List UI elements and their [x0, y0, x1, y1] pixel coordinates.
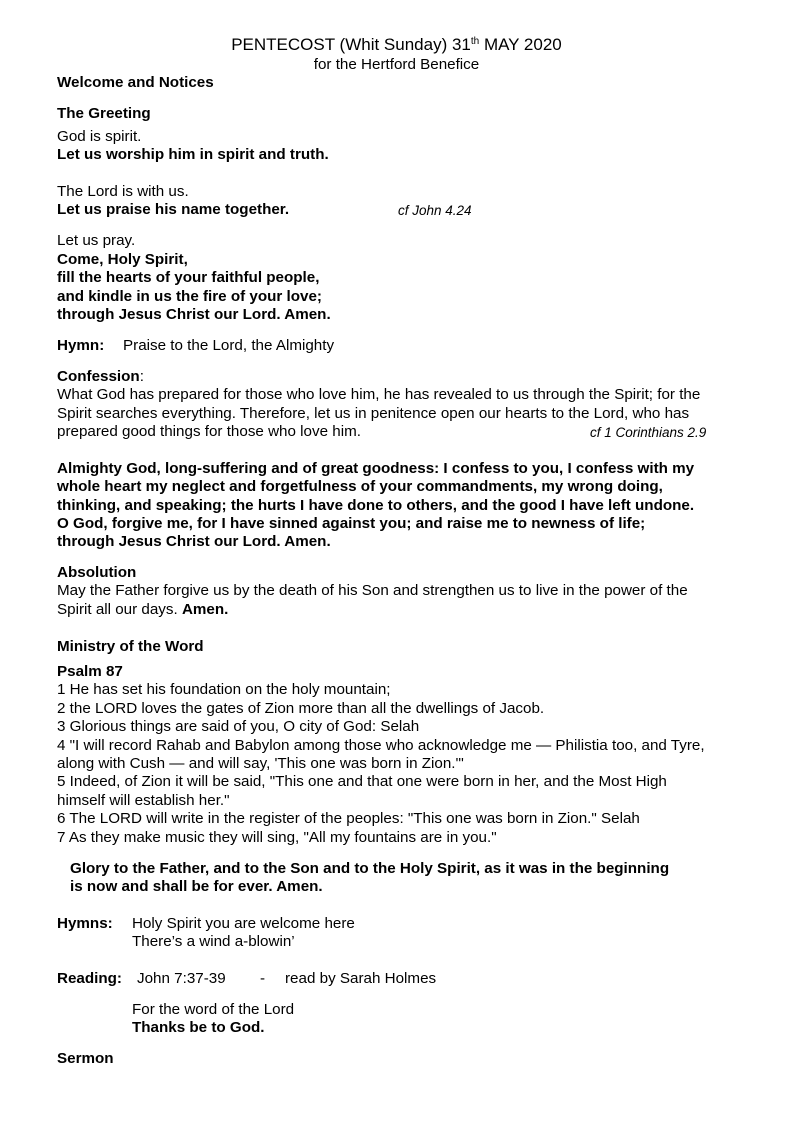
psalm-line: himself will establish her."	[57, 792, 230, 809]
psalm-line: 7 As they make music they will sing, "All my fountains are in you."	[57, 829, 497, 846]
confession-intro-line: prepared good things for those who love him.	[57, 423, 361, 440]
psalm-line: along with Cush — and will say, 'This one was born in Zion.'"	[57, 755, 464, 772]
title-date: MAY 2020	[479, 35, 562, 54]
psalm-line: 2 the LORD loves the gates of Zion more than all the dwellings of Jacob.	[57, 700, 545, 717]
greeting-response-1: Let us worship him in spirit and truth.	[57, 146, 329, 163]
confession-intro-line: What God has prepared for those who love him, he has revealed to us through the Spirit; for the	[57, 386, 701, 403]
confession-colon: :	[139, 368, 144, 385]
greeting-response-2: Let us praise his name together.	[57, 201, 290, 218]
confession-reference: cf 1 Corinthians 2.9	[590, 425, 707, 440]
absolution-line: May the Father forgive us by the death of his Son and strengthen us to live in the power of the	[57, 582, 688, 599]
reading-reader: read by Sarah Holmes	[285, 970, 437, 987]
hymns-label: Hymns:	[57, 915, 113, 932]
confession-response-line: O God, forgive me, for I have sinned against you; and raise me to newness of life;	[57, 515, 646, 532]
greeting-leader-2: The Lord is with us.	[57, 183, 189, 200]
welcome-heading: Welcome and Notices	[57, 74, 214, 91]
confession-response-line: Almighty God, long-suffering and of great goodness: I confess to you, I confess with my	[57, 460, 695, 477]
absolution-heading: Absolution	[57, 564, 137, 581]
greeting-heading: The Greeting	[57, 105, 151, 122]
greeting-leader-1: God is spirit.	[57, 128, 142, 145]
hymn-label: Hymn:	[57, 337, 105, 354]
prayer-line: and kindle in us the fire of your love;	[57, 288, 322, 305]
sermon-heading: Sermon	[57, 1050, 114, 1067]
psalm-line: 4 "I will record Rahab and Babylon among those who acknowledge me — Philistia too, and Tyre,	[57, 737, 705, 754]
psalm-line: 3 Glorious things are said of you, O city of God: Selah	[57, 718, 420, 735]
reading-label: Reading:	[57, 970, 122, 987]
confession-intro-line: Spirit searches everything. Therefore, let us in penitence open our hearts to the Lord, who has	[57, 405, 690, 422]
absolution-line	[57, 601, 228, 619]
reading-dash: -	[260, 970, 266, 987]
prayer-line: fill the hearts of your faithful people,	[57, 269, 320, 286]
confession-response-line: through Jesus Christ our Lord. Amen.	[57, 533, 331, 550]
reading-response: Thanks be to God.	[132, 1019, 265, 1036]
hymn-item: Holy Spirit you are welcome here	[132, 915, 355, 932]
gloria-line: Glory to the Father, and to the Son and to the Holy Spirit, as it was in the beginning	[70, 860, 670, 877]
psalm-heading: Psalm 87	[57, 663, 123, 680]
absolution-amen: Amen.	[181, 601, 229, 618]
prayer-line: through Jesus Christ our Lord. Amen.	[57, 306, 331, 323]
title-main: PENTECOST (Whit Sunday) 31	[231, 35, 471, 54]
confession-response-line: whole heart my neglect and forgetfulness of your commandments, my wrong doing,	[57, 478, 663, 495]
page-subtitle: for the Hertford Benefice	[313, 56, 480, 73]
prayer-intro: Let us pray.	[57, 232, 136, 249]
reading-versicle: For the word of the Lord	[132, 1001, 295, 1018]
psalm-line: 6 The LORD will write in the register of the peoples: "This one was born in Zion." Selah	[57, 810, 640, 827]
psalm-line: 5 Indeed, of Zion it will be said, "This one and that one were born in her, and the Most High	[57, 773, 667, 790]
confession-heading-text: Confession	[57, 368, 140, 385]
greeting-reference: cf John 4.24	[398, 203, 472, 218]
hymn-title: Praise to the Lord, the Almighty	[123, 337, 335, 354]
prayer-line: Come, Holy Spirit,	[57, 251, 188, 268]
confession-heading	[57, 368, 144, 386]
confession-response-line: thinking, and speaking; the hurts I have done to others, and the good I have left undone.	[57, 497, 695, 514]
page-title	[0, 35, 793, 55]
reading-reference: John 7:37-39	[137, 970, 226, 987]
absolution-text: Spirit all our days.	[57, 601, 182, 618]
hymn-item: There’s a wind a-blowin’	[132, 933, 295, 950]
ministry-heading: Ministry of the Word	[57, 638, 204, 655]
gloria-line: is now and shall be for ever. Amen.	[70, 878, 323, 895]
psalm-line: 1 He has set his foundation on the holy mountain;	[57, 681, 391, 698]
title-superscript: th	[470, 36, 480, 47]
